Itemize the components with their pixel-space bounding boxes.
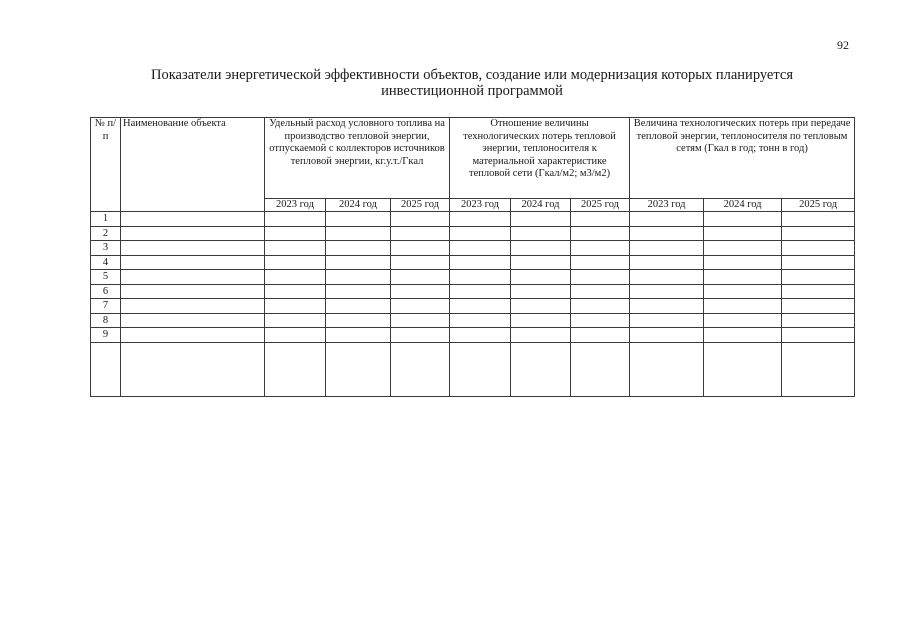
table-row-empty xyxy=(91,342,855,396)
year-header: 2025 год xyxy=(782,199,855,212)
table-cell xyxy=(450,328,511,343)
table-cell xyxy=(91,342,121,396)
table-cell xyxy=(450,255,511,270)
table-cell xyxy=(121,342,265,396)
table-cell xyxy=(391,212,450,227)
year-header: 2024 год xyxy=(326,199,391,212)
table-cell xyxy=(571,270,630,285)
table-row xyxy=(91,255,855,270)
table-cell xyxy=(511,313,571,328)
table-cell xyxy=(450,241,511,256)
table-cell xyxy=(121,212,265,227)
table-cell xyxy=(704,241,782,256)
table-cell xyxy=(630,313,704,328)
row-number: 1 xyxy=(91,212,121,227)
table-cell xyxy=(782,241,855,256)
row-number: 9 xyxy=(91,328,121,343)
table-cell xyxy=(782,226,855,241)
table-cell xyxy=(265,270,326,285)
table-cell xyxy=(450,342,511,396)
table-cell xyxy=(391,241,450,256)
table-cell xyxy=(450,226,511,241)
table-cell xyxy=(511,328,571,343)
table-cell xyxy=(265,212,326,227)
header-fuel-consumption: Удельный расход условного топлива на производство тепловой энергии, отпускаемой с коллекторов источников тепловой энергии, кг.у.т./Гкал xyxy=(265,118,450,199)
table-row xyxy=(91,241,855,256)
table-cell xyxy=(511,255,571,270)
table-cell xyxy=(391,328,450,343)
table-cell xyxy=(782,342,855,396)
table-cell xyxy=(121,255,265,270)
row-number: 8 xyxy=(91,313,121,328)
table-cell xyxy=(782,255,855,270)
table-cell xyxy=(511,241,571,256)
table-cell xyxy=(704,284,782,299)
table-cell xyxy=(391,226,450,241)
table-cell xyxy=(326,328,391,343)
title-line-2: инвестиционной программой xyxy=(381,83,563,99)
table-cell xyxy=(571,212,630,227)
table-cell xyxy=(326,241,391,256)
table-cell xyxy=(571,328,630,343)
table-row xyxy=(91,313,855,328)
table-cell xyxy=(782,270,855,285)
row-number: 4 xyxy=(91,255,121,270)
table-cell xyxy=(630,270,704,285)
table-cell xyxy=(450,313,511,328)
table-cell xyxy=(326,284,391,299)
page-number: 92 xyxy=(837,38,849,52)
table-cell xyxy=(511,212,571,227)
table-cell xyxy=(630,255,704,270)
table-row xyxy=(91,299,855,314)
table-cell xyxy=(511,299,571,314)
year-header: 2024 год xyxy=(704,199,782,212)
table-row xyxy=(91,212,855,227)
table-row xyxy=(91,284,855,299)
table-cell xyxy=(326,313,391,328)
table-cell xyxy=(782,313,855,328)
table-cell xyxy=(704,226,782,241)
table-cell xyxy=(391,255,450,270)
table-cell xyxy=(571,342,630,396)
table-cell xyxy=(630,226,704,241)
table-cell xyxy=(265,342,326,396)
header-row-number: № п/п xyxy=(91,118,121,212)
table-cell xyxy=(704,270,782,285)
table-cell xyxy=(511,226,571,241)
table-cell xyxy=(391,299,450,314)
table-cell xyxy=(571,226,630,241)
year-header: 2023 год xyxy=(265,199,326,212)
table-cell xyxy=(511,342,571,396)
year-header: 2024 год xyxy=(511,199,571,212)
table-cell xyxy=(571,241,630,256)
table-cell xyxy=(391,313,450,328)
table-cell xyxy=(704,342,782,396)
table-cell xyxy=(265,328,326,343)
table-cell xyxy=(571,299,630,314)
table-cell xyxy=(704,299,782,314)
table-cell xyxy=(571,255,630,270)
table-cell xyxy=(630,284,704,299)
table-cell xyxy=(391,284,450,299)
row-number: 7 xyxy=(91,299,121,314)
table-cell xyxy=(782,299,855,314)
table-cell xyxy=(265,241,326,256)
table-cell xyxy=(704,212,782,227)
year-header: 2023 год xyxy=(630,199,704,212)
table-cell xyxy=(782,284,855,299)
header-loss-ratio: Отношение величины технологических потерь тепловой энергии, теплоносителя к материальной характеристике тепловой сети (Гкал/м2; м3/м2) xyxy=(450,118,630,199)
row-number: 3 xyxy=(91,241,121,256)
table-row xyxy=(91,226,855,241)
row-number: 6 xyxy=(91,284,121,299)
table-cell xyxy=(326,270,391,285)
table-cell xyxy=(326,299,391,314)
table-cell xyxy=(121,241,265,256)
efficiency-table xyxy=(90,117,855,397)
table-cell xyxy=(265,313,326,328)
table-cell xyxy=(326,212,391,227)
table-cell xyxy=(511,270,571,285)
table-cell xyxy=(121,284,265,299)
table-cell xyxy=(450,212,511,227)
row-number: 5 xyxy=(91,270,121,285)
title-line-1: Показатели энергетической эффективности объектов, создание или модернизация которых планируется xyxy=(151,67,793,83)
table-cell xyxy=(704,313,782,328)
table-cell xyxy=(121,313,265,328)
table-cell xyxy=(265,255,326,270)
year-header: 2025 год xyxy=(391,199,450,212)
table-cell xyxy=(121,270,265,285)
table-cell xyxy=(511,284,571,299)
document-title xyxy=(90,67,854,99)
year-header: 2023 год xyxy=(450,199,511,212)
table-cell xyxy=(630,212,704,227)
header-object-name: Наименование объекта xyxy=(121,118,265,212)
table-cell xyxy=(704,255,782,270)
table-cell xyxy=(630,342,704,396)
table-cell xyxy=(630,328,704,343)
table-cell xyxy=(326,226,391,241)
table-row xyxy=(91,270,855,285)
table-cell xyxy=(704,328,782,343)
table-cell xyxy=(391,270,450,285)
table-cell xyxy=(450,284,511,299)
table-cell xyxy=(571,284,630,299)
table-cell xyxy=(391,342,450,396)
table-cell xyxy=(571,313,630,328)
table-cell xyxy=(630,299,704,314)
row-number: 2 xyxy=(91,226,121,241)
table-cell xyxy=(121,328,265,343)
table-cell xyxy=(121,226,265,241)
table-cell xyxy=(782,212,855,227)
table-cell xyxy=(326,342,391,396)
table-cell xyxy=(630,241,704,256)
table-cell xyxy=(265,284,326,299)
table-row xyxy=(91,328,855,343)
header-technological-losses: Величина технологических потерь при передаче тепловой энергии, теплоносителя по тепловым сетям (Гкал в год; тонн в год) xyxy=(630,118,855,199)
year-header: 2025 год xyxy=(571,199,630,212)
table-cell xyxy=(121,299,265,314)
table-cell xyxy=(450,299,511,314)
table-cell xyxy=(265,299,326,314)
table-cell xyxy=(782,328,855,343)
table-cell xyxy=(265,226,326,241)
table-cell xyxy=(326,255,391,270)
table-cell xyxy=(450,270,511,285)
